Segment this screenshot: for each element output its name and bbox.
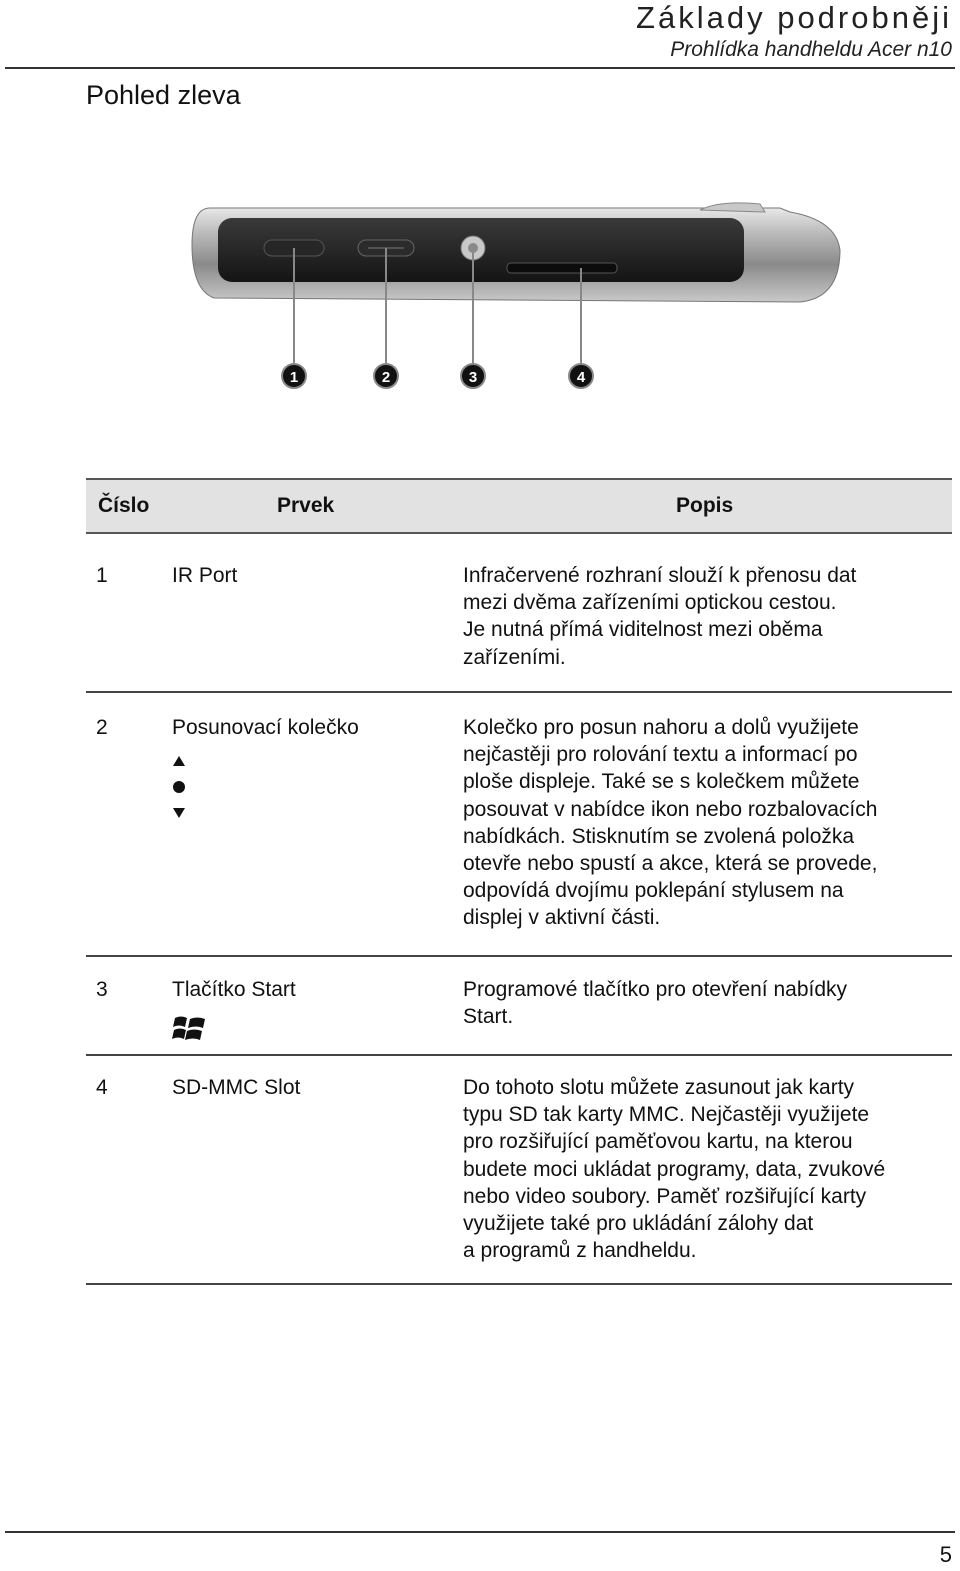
header-rule (5, 67, 955, 69)
row-item: SD-MMC Slot (172, 1076, 301, 1099)
row-item: Posunovací kolečko (172, 716, 359, 739)
row-number: 3 (96, 978, 108, 1001)
svg-text:2: 2 (381, 369, 391, 386)
callout-2 (374, 364, 398, 388)
row-number: 2 (96, 716, 108, 739)
row-description: Kolečko pro posun nahoru a dolů využijete nejčastěji pro rolování textu a informací po ploše displeje. Také se s kolečkem můžete posouvat v nabídce ikon nebo rozbalovacích nabídkách. Stisknutím se zvolená položka otevře nebo spustí a akce, která se provede, odpovídá dvojímu poklepání stylusem na displej v aktivní části. (463, 716, 878, 930)
header-title: Základy podrobněji (636, 0, 952, 35)
arrow-down-icon (172, 806, 186, 820)
table-row (86, 714, 952, 957)
device-illustration (180, 190, 860, 400)
svg-text:4: 4 (576, 369, 586, 386)
row-description: Programové tlačítko pro otevření nabídky Start. (463, 978, 848, 1029)
section-title: Pohled zleva (86, 80, 241, 110)
svg-text:3: 3 (468, 369, 478, 386)
row-description: Infračervené rozhraní slouží k přenosu dat mezi dvěma zařízeními optickou cestou. Je nutná přímá viditelnost mezi oběma zařízeními. (463, 564, 857, 669)
header-subtitle: Prohlídka handheldu Acer n10 (670, 38, 952, 61)
callout-4 (569, 364, 593, 388)
row-number: 1 (96, 564, 108, 587)
table-row (86, 976, 952, 1056)
svg-text:1: 1 (289, 369, 299, 386)
row-description: Do tohoto slotu můžete zasunout jak karty typu SD tak karty MMC. Nejčastěji využijete pro rozšiřující paměťovou kartu, na kterou budete moci ukládat programy, data, zvukové nebo video soubory. Paměť rozšiřující karty využijete také pro ukládání zálohy dat a programů z handheldu. (463, 1076, 886, 1263)
row-number: 4 (96, 1076, 108, 1099)
row-item: Tlačítko Start (172, 978, 296, 1001)
table-header (86, 478, 952, 534)
callout-1 (282, 364, 306, 388)
column-header-item: Prvek (277, 494, 335, 517)
windows-flag-icon (172, 1012, 208, 1044)
page-number: 5 (939, 1542, 952, 1567)
table-row (86, 1074, 952, 1285)
row-item: IR Port (172, 564, 238, 587)
press-dot-icon (172, 780, 186, 794)
table-row (86, 562, 952, 693)
column-header-description: Popis (676, 494, 734, 517)
callout-3 (461, 364, 485, 388)
column-header-number: Číslo (98, 494, 150, 517)
arrow-up-icon (172, 754, 186, 768)
footer-rule (5, 1531, 955, 1533)
